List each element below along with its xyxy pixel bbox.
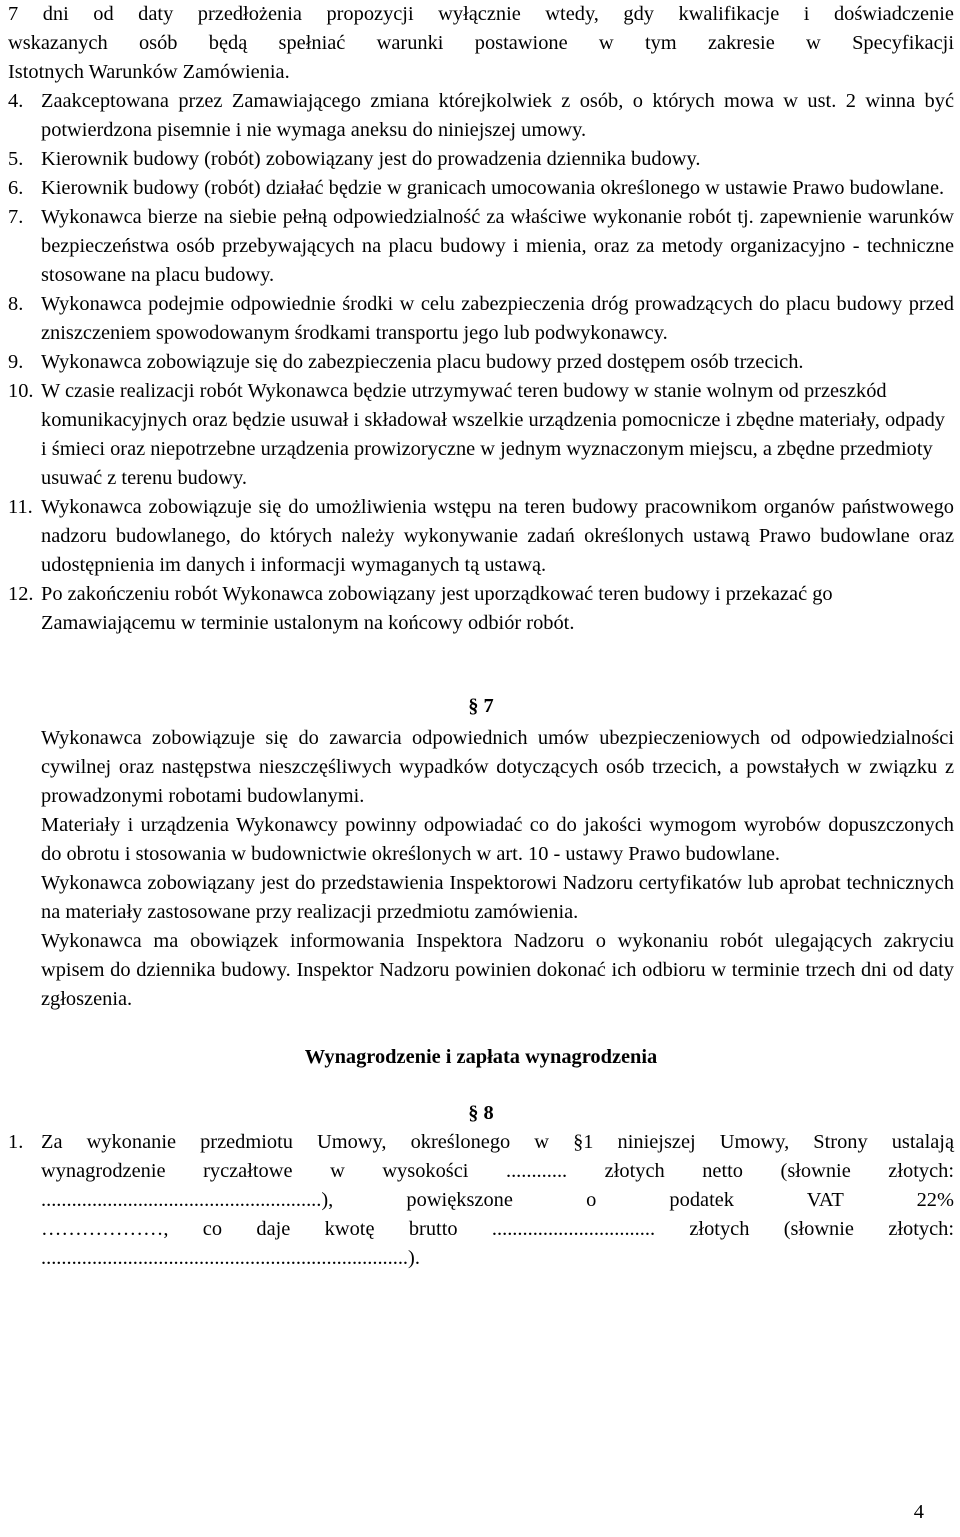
page-number: 4: [913, 1501, 924, 1523]
list-item-text: Wykonawca zobowiązuje się do umożliwienia wstępu na teren budowy pracownikom organów państwowego nadzoru budowlanego, do których należy wykonywanie zadań określonych ustawą Prawo budowlane oraz udostępnienia im danych i informacji wymaganych tą ustawą.: [41, 496, 954, 576]
list-item-9: [8, 348, 954, 377]
list-item-6: [8, 174, 954, 203]
list-item-number: 6.: [8, 177, 24, 199]
list-item-11: [8, 493, 954, 580]
spacer: [8, 1014, 954, 1043]
section-7-paragraph-4: Wykonawca ma obowiązek informowania Inspektora Nadzoru o wykonaniu robót ulegających zakryciu wpisem do dziennika budowy. Inspektor Nadzoru powinien dokonać ich odbioru w terminie trzech dni od daty zgłoszenia.: [41, 930, 954, 1010]
spacer: [8, 638, 954, 692]
list-item-number: 9.: [8, 351, 24, 373]
continuation-line-2: wskazanych osób będą spełniać warunki postawione w tym zakresie w Specyfikacji: [8, 32, 954, 54]
spacer: [8, 1072, 954, 1099]
section-8-line-3: .......................................................), powiększone o podatek VAT 22%: [41, 1189, 954, 1211]
list-item-number: 11.: [8, 496, 33, 518]
list-item-12: [8, 580, 954, 638]
section-7-body: [8, 724, 954, 1014]
list-item-4: [8, 87, 954, 145]
list-item-text: Wykonawca bierze na siebie pełną odpowiedzialność za właściwe wykonanie robót tj. zapewnienie warunków bezpieczeństwa osób przebywających na placu budowy i mienia, oraz za metody organizacyjno - techniczne stosowane na placu budowy.: [41, 206, 954, 286]
list-item-7: [8, 203, 954, 290]
list-item-text: Po zakończeniu robót Wykonawca zobowiązany jest uporządkować teren budowy i przekazać go Zamawiającemu w terminie ustalonym na końcowy odbiór robót.: [41, 583, 833, 634]
continuation-line-1: 7 dni od daty przedłożenia propozycji wyłącznie wtedy, gdy kwalifikacje i doświadczenie: [8, 3, 954, 25]
list-item-number: 12.: [8, 583, 34, 605]
list-item-text: Wykonawca podejmie odpowiednie środki w celu zabezpieczenia dróg prowadzących do placu budowy przed zniszczeniem spowodowanym środkami transportu jego lub podwykonawcy.: [41, 293, 954, 344]
section-7-paragraph-3: Wykonawca zobowiązany jest do przedstawienia Inspektorowi Nadzoru certyfikatów lub aprobat technicznych na materiały zastosowane przy realizacji przedmiotu zamówienia.: [41, 872, 954, 923]
list-item-number: 10.: [8, 380, 34, 402]
section-8-line-1: Za wykonanie przedmiotu Umowy, określonego w §1 niniejszej Umowy, Strony ustalają: [41, 1131, 954, 1153]
list-item-number: 8.: [8, 293, 24, 315]
section-8-title: § 8: [468, 1102, 494, 1124]
document-page: [8, 0, 954, 1273]
list-item-text: W czasie realizacji robót Wykonawca będzie utrzymywać teren budowy w stanie wolnym od przeszkód komunikacyjnych oraz będzie usuwał i składował wszelkie urządzenia pomocnicze i zbędne materiały, odpady i śmieci oraz niepotrzebne urządzenia prowizoryczne w jednym wyznaczonym miejscu, a zbędne przedmioty usuwać z terenu budowy.: [41, 380, 946, 489]
continuation-paragraph: [8, 0, 954, 87]
section-7-paragraph-2: Materiały i urządzenia Wykonawcy powinny odpowiadać co do jakości wymogom wyrobów dopuszczonych do obrotu i stosowania w budownictwie określonych w art. 10 - ustawy Prawo budowlane.: [41, 814, 954, 865]
list-item-text: Zaakceptowana przez Zamawiającego zmiana którejkolwiek z osób, o których mowa w ust. 2 winna być potwierdzona pisemnie i nie wymaga aneksu do niniejszej umowy.: [41, 90, 954, 141]
continuation-line-3: Istotnych Warunków Zamówienia.: [8, 61, 290, 83]
section-7-paragraph-1: Wykonawca zobowiązuje się do zawarcia odpowiednich umów ubezpieczeniowych od odpowiedzialności cywilnej oraz następstwa nieszczęśliwych wypadków dotyczących osób trzecich, a powstałych w związku z prowadzonymi robotami budowlanymi.: [41, 727, 954, 807]
section-8-line-2: wynagrodzenie ryczałtowe w wysokości ............ złotych netto (słownie złotych:: [41, 1160, 954, 1182]
numbered-list-obligations: [8, 87, 954, 638]
list-item-number: 5.: [8, 148, 24, 170]
list-item-text: Kierownik budowy (robót) działać będzie w granicach umocowania określonego w ustawie Prawo budowlane.: [41, 177, 945, 199]
list-item-8: [8, 290, 954, 348]
section-8-line-5: ........................................................................).: [41, 1247, 420, 1269]
list-item-5: [8, 145, 954, 174]
list-item-text: [41, 1128, 954, 1273]
list-item-10: [8, 377, 954, 493]
list-item-number: 7.: [8, 206, 24, 228]
list-item-text: Wykonawca zobowiązuje się do zabezpieczenia placu budowy przed dostępem osób trzecich.: [41, 351, 804, 373]
section-8-item-1: [8, 1128, 954, 1273]
list-item-number: 4.: [8, 90, 24, 112]
list-item-text: Kierownik budowy (robót) zobowiązany jest do prowadzenia dziennika budowy.: [41, 148, 701, 170]
remuneration-heading: Wynagrodzenie i zapłata wynagrodzenia: [304, 1046, 658, 1068]
section-7-title: § 7: [468, 695, 494, 717]
list-item-number: 1.: [8, 1131, 24, 1153]
section-8-line-4: ………………, co daje kwotę brutto ................................ złotych (słownie złotych:: [41, 1218, 954, 1240]
